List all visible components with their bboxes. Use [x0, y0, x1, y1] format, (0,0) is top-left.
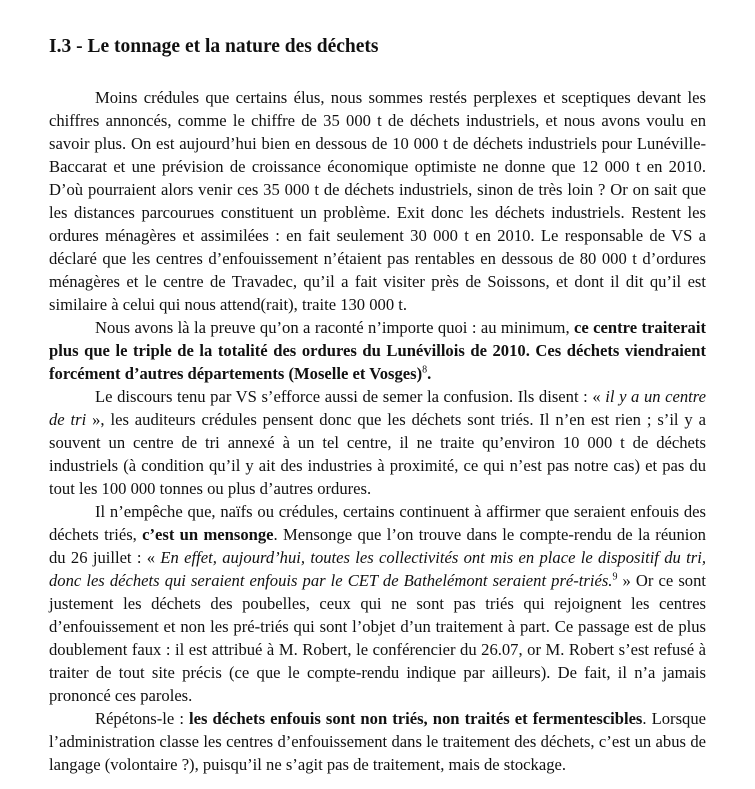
footnote-ref: 9	[612, 571, 618, 583]
paragraph-repetons	[49, 707, 706, 776]
paragraph-discours	[49, 385, 706, 500]
paragraph-mensonge	[49, 500, 706, 707]
paragraph-text: » Or ce sont justement les déchets des poubelles, ceux qui ne sont pas triés qui rejoignent les centres d’enfouissement et non les pré-triés qui sont l’objet d’un traitement à part. Ce passage est de plus doublement faux : il est attribué à M. Robert, le conférencier du 26.07, or M. Robert s’est refusé à traiter de tout site précis (ce que le compte-rendu indique par ailleurs). De fait, il n’a jamais prononcé ces paroles.	[49, 571, 706, 705]
bold-emphasis: les déchets enfouis sont non triés, non traités et fermentescibles	[189, 709, 643, 728]
paragraph-preuve	[49, 316, 706, 385]
section-heading: I.3 - Le tonnage et la nature des déchets	[49, 36, 379, 57]
paragraph-text: Il n’empêche que, naïfs ou crédules, certains continuent à affirmer que seraient enfouis des déchets triés,	[49, 502, 706, 544]
bold-emphasis: ce centre traiterait plus que le triple de la totalité des ordures du Lunévillois de 2010. Ces déchets viendraient forcément d’autres départements (Moselle et Vosges)	[49, 318, 706, 383]
footnote-ref: 8	[422, 364, 428, 376]
bold-emphasis: c’est un mensonge	[142, 525, 274, 544]
paragraph-text: . Lorsque l’administration classe les centres d’enfouissement dans le traitement des déchets, c’est un abus de langage (volontaire ?), puisqu’il ne s’agit pas de traitement, mais de stockage.	[49, 709, 706, 774]
paragraph-text: Répétons-le :	[95, 709, 189, 728]
paragraph-text: Moins crédules que certains élus, nous sommes restés perplexes et sceptiques devant les chiffres annoncés, comme le chiffre de 35 000 t de déchets industriels, et nous avons voulu en savoir plus. On est aujourd’hui bien en dessous de 10 000 t de déchets industriels pour Lunéville-Baccarat et une prévision de croissance économique optimiste ne donne que 12 000 t en 2010. D’où pourraient alors venir ces 35 000 t de déchets industriels, sinon de très loin ? Or on sait que les distances parcourues constituent un problème. Exit donc les déchets industriels. Restent les ordures ménagères et assimilées : en fait seulement 30 000 t en 2010. Le responsable de VS a déclaré que les centres d’enfouissement n’étaient pas rentables en dessous de 80 000 t d’ordures ménagères et le centre de Travadec, qu’il a fait visiter près de Soissons, et dont il dit qu’il est similaire à celui qui nous attend(rait), traite 130 000 t.	[49, 88, 706, 314]
paragraph-text: . Mensonge que l’on trouve dans le compte-rendu de la réunion du 26 juillet : «	[49, 525, 706, 567]
bold-period: .	[427, 364, 432, 383]
italic-quote: il y a un centre de tri	[49, 387, 706, 429]
paragraph-tonnage	[49, 86, 706, 316]
italic-quote: En effet, aujourd’hui, toutes les collectivités ont mis en place le dispositif du tri, donc les déchets qui seraient enfouis par le CET de Bathelémont seraient pré-triés.	[49, 548, 706, 590]
paragraph-text: Nous avons là la preuve qu’on a raconté n’importe quoi : au minimum,	[95, 318, 575, 337]
paragraph-text: Le discours tenu par VS s’efforce aussi de semer la confusion. Ils disent : «	[95, 387, 606, 406]
paragraph-text: », les auditeurs crédules pensent donc que les déchets sont triés. Il n’en est rien ; s’il y a souvent un centre de tri annexé à un tel centre, il ne traite qu’environ 10 000 t de déchets industriels (à condition qu’il y ait des industries à proximité, ce qui n’est pas notre cas) et pas du tout les 100 000 tonnes ou plus d’autres ordures.	[49, 410, 706, 498]
